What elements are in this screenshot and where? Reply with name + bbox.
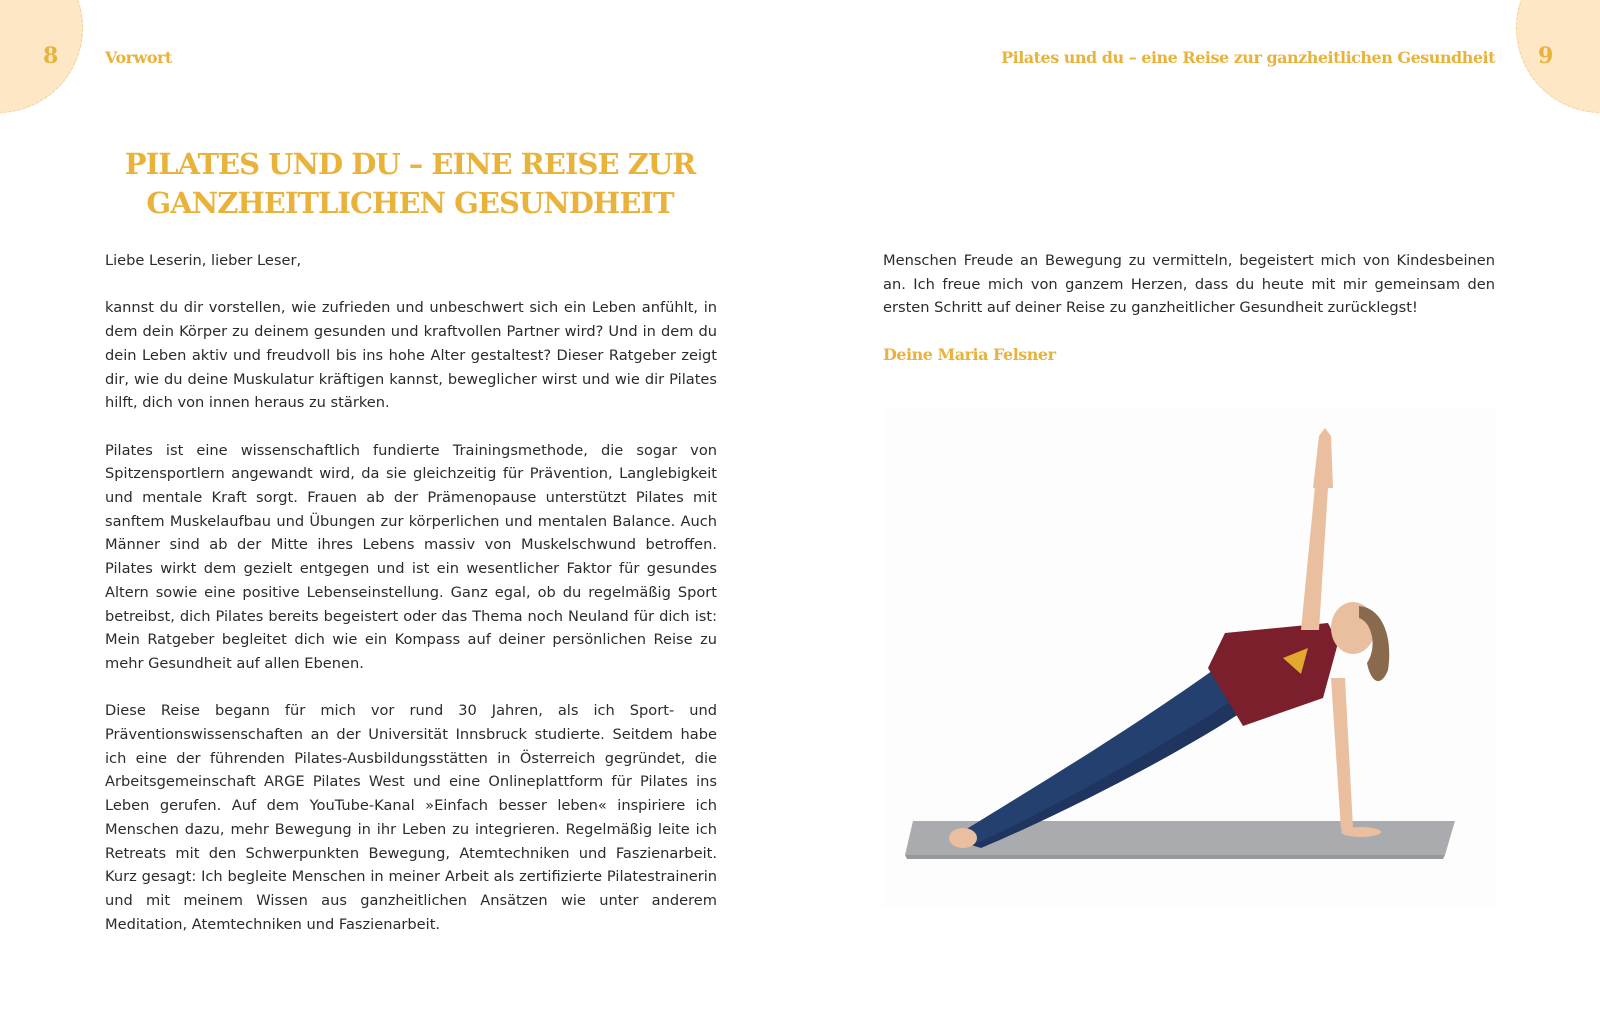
- chapter-title: [105, 145, 715, 223]
- running-head-left: Vorwort: [105, 48, 172, 67]
- page-number-right: 9: [1538, 43, 1554, 69]
- page-number-circle-right: [1516, 0, 1600, 113]
- paragraph-1: kannst du dir vorstellen, wie zufrieden und unbeschwert sich ein Leben anfühlt, in dem dein Körper zu deinem gesunden und kraftvollen Partner wird? Und in dem du dein Leben aktiv und freudvoll bis ins hohe Alter gestaltest? Dieser Ratgeber zeigt dir, wie du deine Muskulatur kräftigen kannst, beweglicher wirst und wie dir Pilates hilft, dich von innen heraus zu stärken.: [105, 299, 717, 412]
- left-body-text: [105, 249, 717, 960]
- chapter-title-line-1: PILATES UND DU – EINE REISE ZUR: [124, 147, 696, 181]
- page-number-circle-left: [0, 0, 83, 113]
- author-signature: Deine Maria Felsner: [883, 345, 1056, 364]
- page-number-left: 8: [43, 43, 59, 69]
- chapter-title-line-2: GANZHEITLICHEN GESUNDHEIT: [146, 186, 674, 220]
- greeting: Liebe Leserin, lieber Leser,: [105, 252, 302, 269]
- support-arm: [1331, 678, 1353, 830]
- raised-arm: [1301, 486, 1328, 630]
- paragraph-continued: Menschen Freude an Bewegung zu vermitteln, begeistert mich von Kindesbeinen an. Ich freue mich von ganzem Herzen, dass du heute mit mir gemeinsam den ersten Schritt auf deiner Reise zu ganzheitlicher Gesundheit zurücklegst!: [883, 252, 1495, 317]
- feet: [949, 828, 977, 848]
- paragraph-2: Pilates ist eine wissenschaftlich fundierte Trainingsmethode, die sogar von Spitzensportlern angewandt wird, da sie gleichzeitig für Prävention, Langlebigkeit und mentale Kraft sorgt. Frauen ab der Prämenopause unterstützt Pilates mit sanftem Muskelaufbau und Übungen zur körperlichen und mentalen Balance. Auch Männer sind ab der Mitte ihres Lebens massiv von Muskelschwund betroffen. Pilates wirkt dem gezielt entgegen und ist ein wesentlicher Faktor für gesundes Altern sowie eine positive Lebenseinstellung. Ganz egal, ob du regelmäßig Sport betreibst, dich Pilates bereits begeistert oder das Thema noch Neuland für dich ist: Mein Ratgeber begleitet dich wie ein Kompass auf deiner persönlichen Reise zu mehr Gesundheit auf allen Ebenen.: [105, 441, 717, 672]
- running-head-right: Pilates und du – eine Reise zur ganzheitlichen Gesundheit: [1001, 48, 1495, 67]
- paragraph-3: Diese Reise begann für mich vor rund 30 Jahren, als ich Sport- und Präventionswissenschaften an der Universität Innsbruck studierte. Seitdem habe ich eine der führenden Pilates-Ausbildungsstätten in Österreich gegründet, die Arbeitsgemeinschaft ARGE Pilates West und eine Onlineplattform für Pilates ins Leben gerufen. Auf dem YouTube-Kanal »Einfach besser leben« inspiriere ich Menschen dazu, mehr Bewegung in ihr Leben zu integrieren. Regelmäßig leite ich Retreats mit den Schwerpunkten Bewegung, Atemtechniken und Faszienarbeit. Kurz gesagt: Ich begleite Menschen in meiner Arbeit als zertifizierte Pilatestrainerin und mit meinem Wissen aus ganzheitlichen Ansätzen wie unter anderem Meditation, Atemtechniken und Faszienarbeit.: [105, 702, 717, 933]
- pilates-side-plank-photo: [883, 408, 1495, 908]
- right-body-text: [883, 249, 1495, 344]
- photo-illustration: [883, 408, 1495, 908]
